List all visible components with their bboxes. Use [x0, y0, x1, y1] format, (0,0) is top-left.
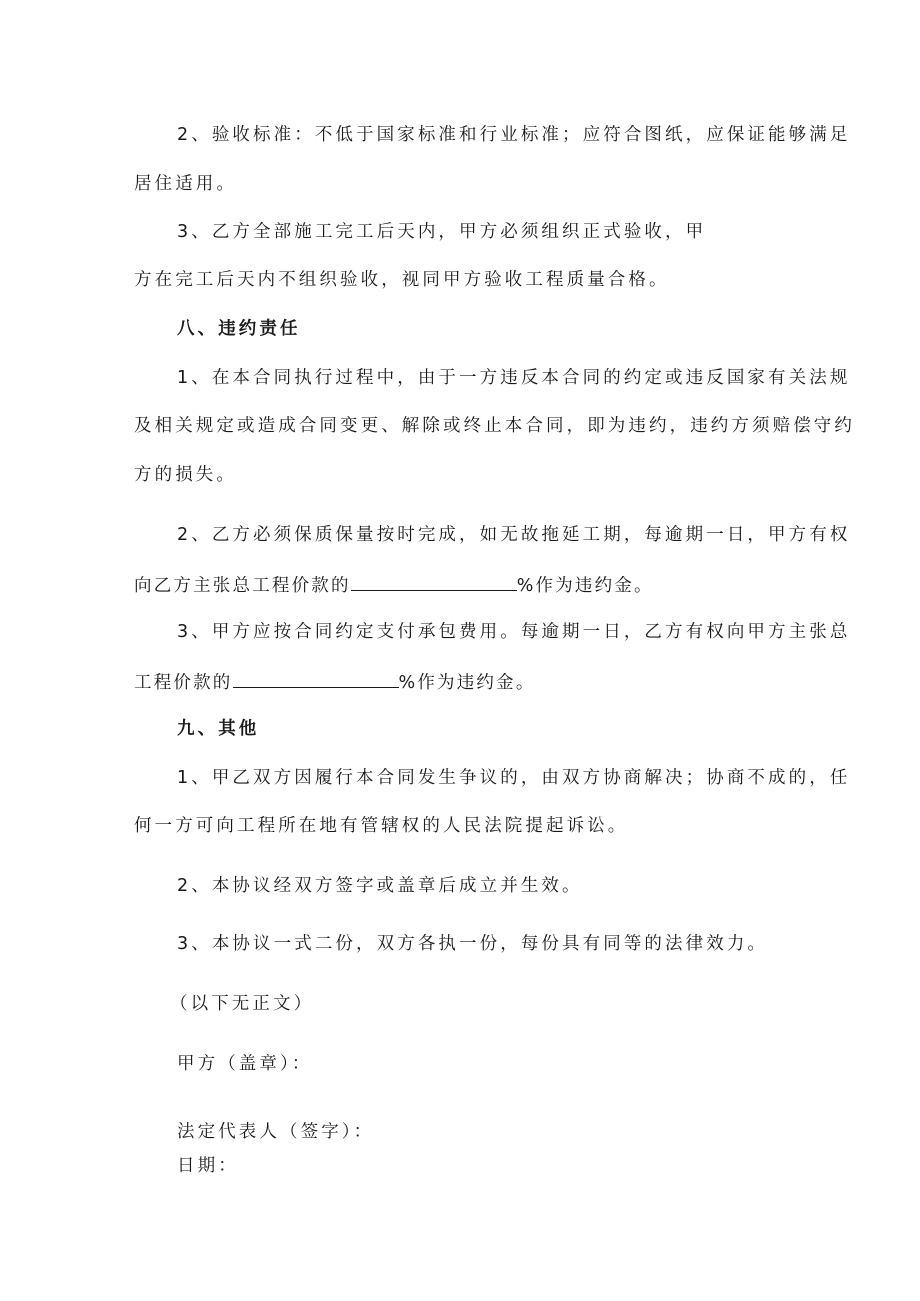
section-8-item-1-line-1: 1、在本合同执行过程中，由于一方违反本合同的约定或违反国家有关法规 — [177, 368, 851, 388]
date-label: 日期： — [177, 1156, 239, 1176]
item-2-text-after-blank: %作为违约金。 — [516, 576, 654, 596]
section-8-title: 八、违约责任 — [177, 319, 301, 339]
no-further-text-note: （以下无正文） — [170, 994, 315, 1014]
penalty-rate-blank-2[interactable] — [233, 669, 399, 688]
section-8-item-3-line-2 — [134, 669, 536, 695]
acceptance-item-2-line-1: 2、验收标准：不低于国家标准和行业标准；应符合图纸，应保证能够满足 — [177, 125, 851, 145]
penalty-rate-blank-1[interactable] — [351, 572, 517, 591]
item-3-text-before-blank: 工程价款的 — [134, 673, 233, 693]
acceptance-item-3-line-2: 方在完工后天内不组织验收，视同甲方验收工程质量合格。 — [134, 270, 670, 290]
item-3-text-after-blank: %作为违约金。 — [398, 673, 536, 693]
section-8-item-3-line-1: 3、甲方应按合同约定支付承包费用。每逾期一日，乙方有权向甲方主张总 — [177, 622, 851, 642]
section-8-item-1-line-2: 及相关规定或造成合同变更、解除或终止本合同，即为违约，违约方须赔偿守约 — [134, 416, 855, 436]
legal-representative-label: 法定代表人（签字）： — [177, 1122, 375, 1142]
section-9-item-2: 2、本协议经双方签字或盖章后成立并生效。 — [177, 876, 583, 896]
section-8-item-1-line-3: 方的损失。 — [134, 465, 237, 485]
acceptance-item-3-line-1: 3、乙方全部施工完工后天内，甲方必须组织正式验收，甲 — [177, 222, 707, 242]
section-9-item-1-line-2: 何一方可向工程所在地有管辖权的人民法院提起诉讼。 — [134, 816, 629, 836]
section-9-item-1-line-1: 1、甲乙双方因履行本合同发生争议的，由双方协商解决；协商不成的，任 — [177, 768, 851, 788]
item-2-text-before-blank: 向乙方主张总工程价款的 — [134, 576, 351, 596]
section-9-item-3: 3、本协议一式二份，双方各执一份，每份具有同等的法律效力。 — [177, 934, 769, 954]
section-9-title: 九、其他 — [177, 719, 260, 739]
party-a-seal-label: 甲方（盖章）： — [177, 1054, 313, 1074]
section-8-item-2-line-2 — [134, 572, 654, 598]
acceptance-item-2-line-2: 居住适用。 — [134, 174, 237, 194]
section-8-item-2-line-1: 2、乙方必须保质保量按时完成，如无故拖延工期，每逾期一日，甲方有权 — [177, 525, 851, 545]
